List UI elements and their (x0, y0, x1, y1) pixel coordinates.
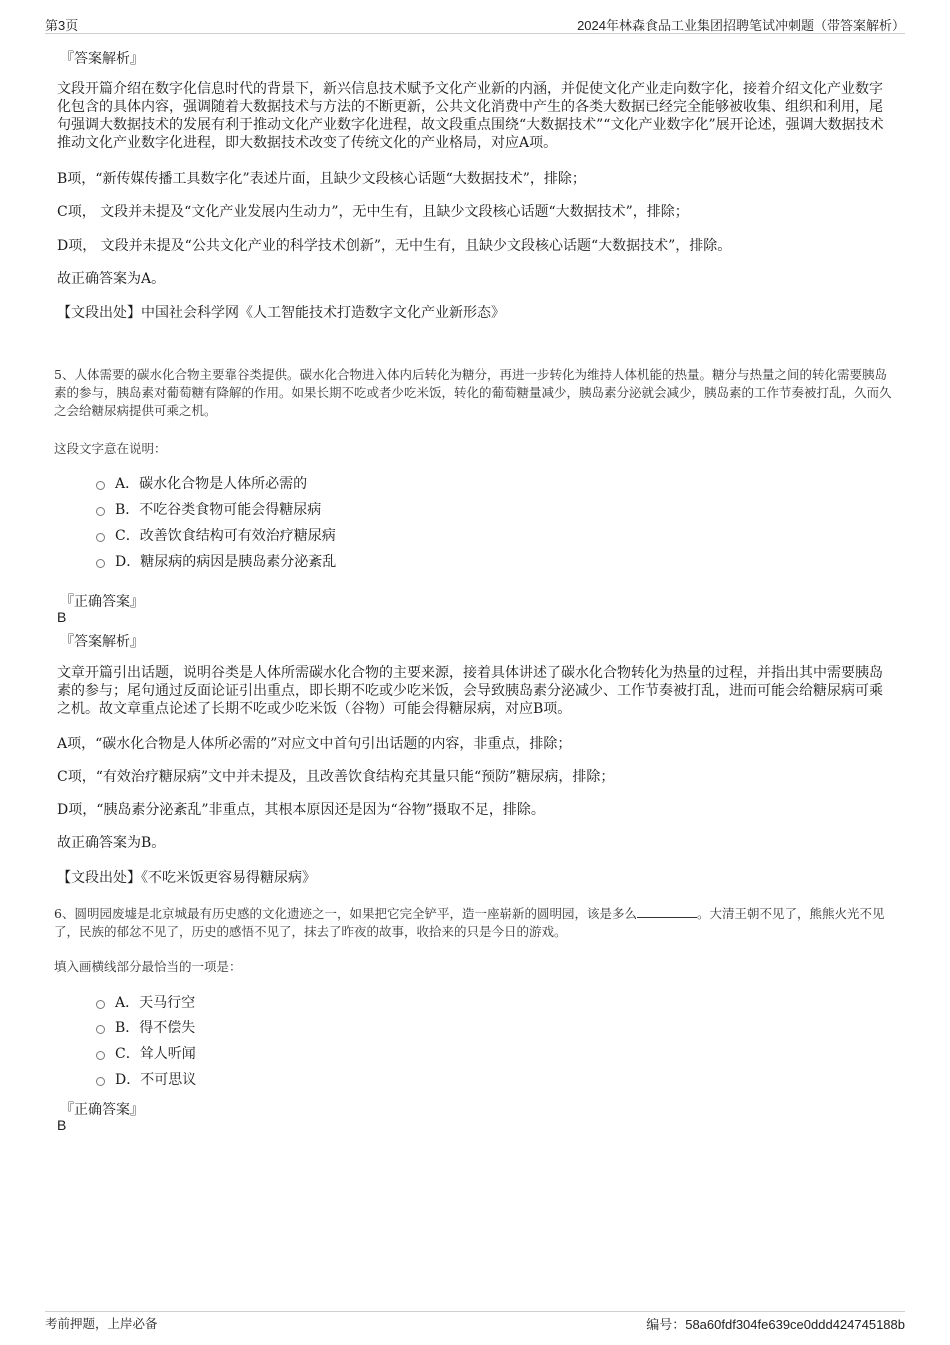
radio-icon[interactable] (96, 1000, 105, 1009)
option-label: D．不可思议 (115, 1072, 197, 1088)
analysis-paragraph: A项，“碳水化合物是人体所必需的”对应文中首句引出话题的内容，非重点，排除； (57, 736, 572, 752)
radio-icon[interactable] (96, 533, 105, 542)
correct-answer-label: 『正确答案』 (60, 594, 144, 610)
source-citation: 【文段出处】中国社会科学网《人工智能技术打造数字文化产业新形态》 (57, 305, 505, 321)
analysis-paragraph: B项，“新传媒传播工具数字化”表述片面，且缺少文段核心话题“大数据技术”，排除； (57, 171, 586, 187)
radio-icon[interactable] (96, 559, 105, 568)
analysis-paragraph: 文段开篇介绍在数字化信息时代的背景下，新兴信息技术赋予文化产业新的内涵，并促使文化产业走向数字化，接着介绍文化产业数字化包含的具体内容，强调随着大数据技术与方法的不断更新，公共文化消费中产生的各类大数据已经完全能够被收集、组织和利用，尾句强调大数据技术的发展有利于推动文化产业数字化进程，故文段重点围绕“大数据技术”“文化产业数字化”展开论述，强调大数据技术推动文化产业数字化进程，即大数据技术改变了传统文化的产业格局，对应A项。 (57, 81, 884, 151)
analysis-paragraph: C项，“有效治疗糖尿病”文中并未提及，且改善饮食结构充其量只能“预防”糖尿病，排除； (57, 769, 615, 785)
analysis-conclusion: 故正确答案为B。 (57, 835, 166, 851)
analysis-label: 『答案解析』 (60, 51, 144, 67)
option-label: C．改善饮食结构可有效治疗糖尿病 (115, 528, 336, 544)
option-a[interactable] (96, 473, 307, 493)
option-c[interactable] (96, 1043, 196, 1063)
analysis-conclusion: 故正确答案为A。 (57, 271, 166, 287)
header-rule (45, 33, 905, 34)
page-number: 第3页 (45, 18, 79, 33)
correct-answer: B (57, 1117, 67, 1133)
radio-icon[interactable] (96, 507, 105, 516)
radio-icon[interactable] (96, 481, 105, 490)
question-stem: 5、人体需要的碳水化合物主要靠谷类提供。碳水化合物进入体内后转化为糖分，再进一步转化为维持人体机能的热量。糖分与热量之间的转化需要胰岛素的参与，胰岛素对葡萄糖有降解的作用。如果长期不吃或者少吃米饭，转化的葡萄糖量减少，胰岛素分泌就会减少，胰岛素的工作节奏被打乱，久而久之会给糖尿病提供可乘之机。 (54, 367, 892, 418)
analysis-paragraph: D项，“胰岛素分泌紊乱”非重点，其根本原因还是因为“谷物”摄取不足，排除。 (57, 802, 545, 818)
option-d[interactable] (96, 551, 336, 571)
question-stem (54, 905, 894, 941)
stem-text: 6、圆明园废墟是北京城最有历史感的文化遗迹之一，如果把它完全铲平，造一座崭新的圆明园，该是多么 (54, 906, 637, 921)
option-label: A．碳水化合物是人体所必需的 (115, 476, 308, 492)
analysis-label: 『答案解析』 (60, 634, 144, 650)
option-d[interactable] (96, 1069, 196, 1089)
code-value: 58a60fdf304fe639ce0ddd424745188b (685, 1317, 905, 1332)
stem-text: 。大清王朝不见了，熊熊火光不见了，民族的郁忿不见了，历史的感悟不见了，抹去了昨夜的故事，收拾来的只是今日的游戏。 (54, 906, 885, 939)
correct-answer-label: 『正确答案』 (60, 1102, 144, 1118)
option-label: D．糖尿病的病因是胰岛素分泌紊乱 (115, 554, 337, 570)
option-b[interactable] (96, 499, 321, 519)
radio-icon[interactable] (96, 1025, 105, 1034)
document-title: 2024年林森食品工业集团招聘笔试冲刺题（带答案解析） (577, 18, 905, 33)
option-c[interactable] (96, 525, 336, 545)
option-label: B．得不偿失 (115, 1020, 196, 1036)
option-b[interactable] (96, 1017, 195, 1037)
correct-answer: B (57, 609, 67, 625)
analysis-paragraph: 文章开篇引出话题，说明谷类是人体所需碳水化合物的主要来源，接着具体讲述了碳水化合物转化为热量的过程，并指出其中需要胰岛素的参与；尾句通过反面论证引出重点，即长期不吃或少吃米饭，会导致胰岛素分泌减少、工作节奏被打乱，进而可能会给糖尿病可乘之机。故文章重点论述了长期不吃或少吃米饭（谷物）可能会得糖尿病，对应B项。 (57, 665, 883, 717)
radio-icon[interactable] (96, 1051, 105, 1060)
analysis-paragraph: C项， 文段并未提及“文化产业发展内生动力”，无中生有，且缺少文段核心话题“大数据技术”，排除； (57, 204, 689, 220)
document-code (646, 1314, 905, 1333)
option-label: A．天马行空 (115, 995, 196, 1011)
option-label: B．不吃谷类食物可能会得糖尿病 (115, 502, 322, 518)
source-citation: 【文段出处】《不吃米饭更容易得糖尿病》 (57, 870, 316, 886)
footer-rule (45, 1311, 905, 1312)
analysis-paragraph: D项， 文段并未提及“公共文化产业的科学技术创新”，无中生有，且缺少文段核心话题“大数据技术”，排除。 (57, 238, 732, 254)
fill-blank (637, 905, 697, 918)
code-label: 编号： (646, 1317, 686, 1332)
question-prompt: 这段文字意在说明： (54, 441, 167, 456)
footer-slogan: 考前押题，上岸必备 (45, 1316, 158, 1331)
option-a[interactable] (96, 992, 195, 1012)
option-label: C．耸人听闻 (115, 1046, 196, 1062)
question-prompt: 填入画横线部分最恰当的一项是： (54, 959, 242, 974)
radio-icon[interactable] (96, 1077, 105, 1086)
